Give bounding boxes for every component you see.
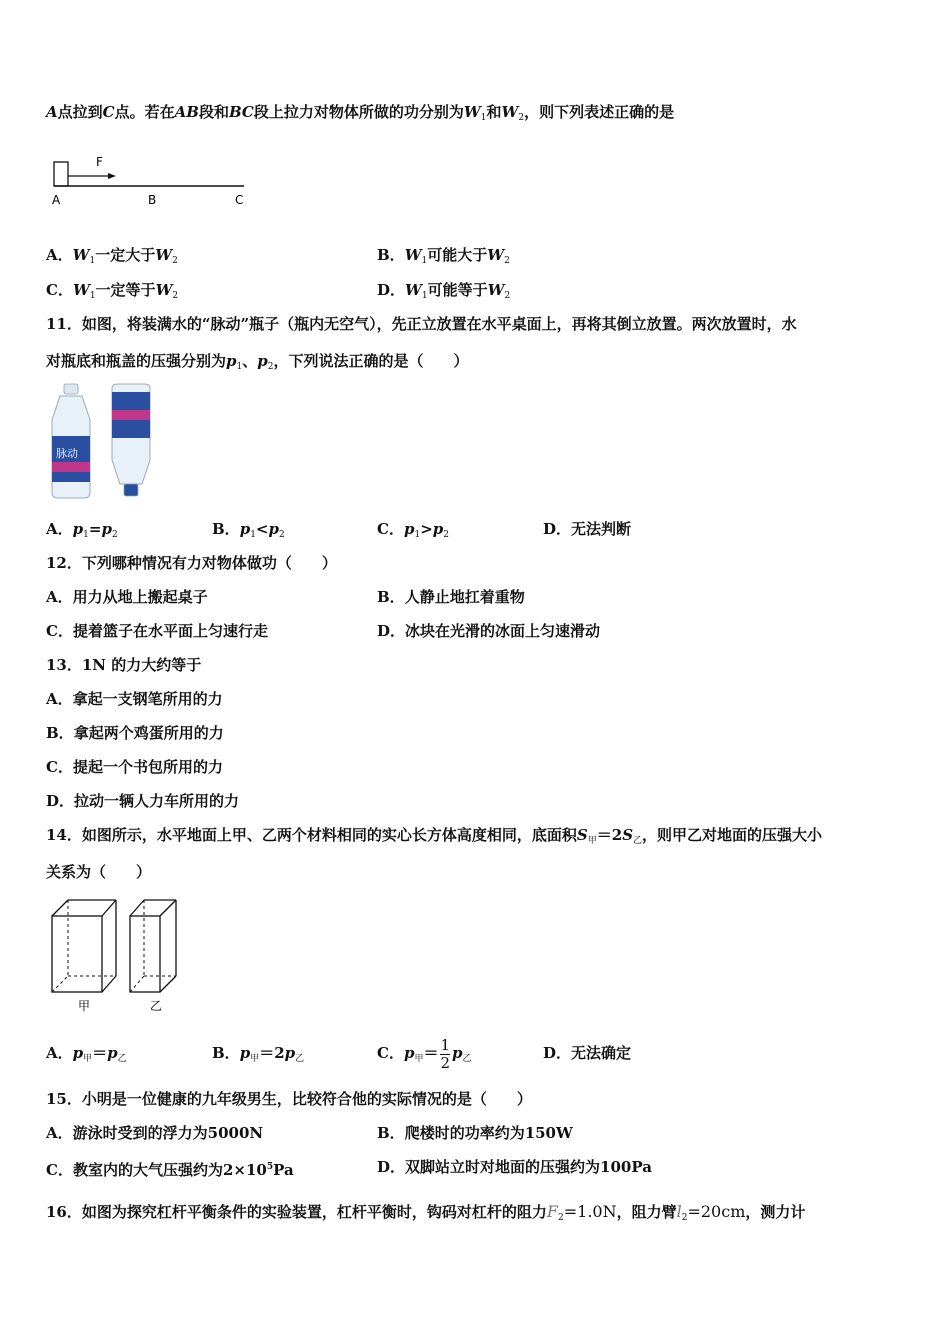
relation: <	[255, 520, 269, 538]
option-label: B．	[212, 1044, 240, 1062]
q14-option-b[interactable]	[212, 1043, 304, 1069]
label-jia: 甲	[78, 999, 91, 1013]
q14-option-a[interactable]	[46, 1043, 127, 1069]
p-sub: 2	[279, 530, 285, 540]
q14-eq: ＝2	[596, 826, 623, 844]
w1-sub: 1	[480, 113, 487, 123]
option-label: A．	[46, 588, 73, 606]
option-label: D．	[377, 281, 406, 299]
w-sub: 1	[421, 256, 428, 266]
option-label: C．	[377, 520, 404, 538]
q13-option-a[interactable]	[46, 689, 223, 709]
cuboid-yi	[130, 900, 176, 992]
q16-stem	[46, 1202, 805, 1228]
q14-stem-line-1	[46, 825, 822, 851]
numerator: 1	[440, 1035, 451, 1054]
option-label: A．	[46, 246, 73, 264]
option-label: D．	[543, 520, 572, 538]
f-sub: 2	[558, 1213, 564, 1223]
p-symbol: p	[403, 520, 415, 538]
option-label: D．	[46, 792, 75, 810]
q14-option-d[interactable]	[543, 1043, 631, 1063]
option-text: 人静止地扛着重物	[404, 588, 525, 606]
exponent: 5	[266, 1162, 274, 1172]
point-a: A	[46, 103, 58, 121]
label-yi: 乙	[150, 999, 163, 1013]
p-symbol: p	[239, 520, 251, 538]
p-sub: 2	[443, 530, 449, 540]
q12-option-c[interactable]	[46, 621, 268, 641]
option-text: 拉动一辆人力车所用的力	[74, 792, 240, 810]
option-label: B．	[377, 1124, 405, 1142]
relation: =	[88, 520, 102, 538]
q11-text-2: 、	[242, 352, 258, 370]
q12-option-d[interactable]	[377, 621, 600, 641]
relation: ＝2	[259, 1044, 285, 1062]
option-label: C．	[46, 622, 73, 640]
q14-text-1: 14．如图所示，水平地面上甲、乙两个材料相同的实心长方体高度相同，底面积	[46, 826, 577, 844]
upright-bottle	[52, 384, 90, 498]
q14-cuboids-figure	[46, 896, 186, 1016]
option-label: C．	[377, 1044, 404, 1062]
q16-text-1: 16．如图为探究杠杆平衡条件的实验装置，杠杆平衡时，钩码对杠杆的阻力	[46, 1203, 547, 1221]
w-symbol: W	[155, 281, 173, 299]
segment-bc: BC	[228, 103, 254, 121]
option-text: 可能大于	[427, 246, 488, 264]
p1-sub: 1	[236, 362, 243, 372]
cuboid-jia	[52, 900, 116, 992]
option-label: B．	[212, 520, 240, 538]
p-symbol: p	[107, 1044, 118, 1062]
q11-text-3: ，下列说法正确的是（ ）	[273, 352, 469, 370]
q11-bottles-figure	[46, 380, 158, 504]
option-text: 教室内的大气压强约为2×10	[72, 1161, 267, 1179]
w2-sub: 2	[518, 113, 525, 123]
q10-figure	[46, 152, 256, 210]
p2-symbol: p	[257, 352, 268, 370]
q11-option-b[interactable]	[212, 519, 285, 545]
s-sub-jia: 甲	[587, 836, 597, 846]
q10-option-d[interactable]	[377, 280, 510, 306]
label-a: A	[52, 193, 61, 207]
q10-stem	[46, 102, 674, 128]
w-sub: 1	[89, 291, 96, 301]
block	[54, 162, 68, 186]
q15-option-c[interactable]	[46, 1157, 294, 1180]
q13-option-c[interactable]	[46, 757, 223, 777]
p1-symbol: p	[226, 352, 237, 370]
s-sub-yi: 乙	[633, 836, 643, 846]
f2-expression	[547, 1202, 617, 1221]
p-symbol: p	[432, 520, 444, 538]
fraction-one-half	[440, 1037, 450, 1072]
q15-option-a[interactable]	[46, 1123, 263, 1143]
p-sub: 1	[250, 530, 256, 540]
option-label: B．	[46, 724, 74, 742]
option-text: 双脚站立时对地面的压强约为100Pa	[405, 1158, 652, 1176]
q15-option-d[interactable]	[377, 1157, 652, 1177]
s-symbol: S	[622, 826, 634, 844]
p-sub: 2	[111, 530, 118, 540]
relation: ＝	[92, 1044, 108, 1062]
w-symbol: W	[72, 246, 90, 264]
option-label: C．	[46, 281, 73, 299]
option-text: 拿起两个鸡蛋所用的力	[73, 724, 224, 742]
option-label: C．	[46, 1161, 73, 1179]
p-sub: 1	[83, 530, 89, 540]
p-symbol: p	[72, 520, 84, 538]
q10-text-2: 点。若在	[114, 103, 175, 121]
option-label: D．	[543, 1044, 572, 1062]
l-symbol: l	[676, 1202, 682, 1221]
w-sub: 2	[504, 291, 511, 301]
q10-option-c[interactable]	[46, 280, 178, 306]
option-text: 可能等于	[427, 281, 488, 299]
w1-symbol: W	[463, 103, 481, 121]
p-sub-jia: 甲	[414, 1054, 424, 1064]
option-label: B．	[377, 246, 405, 264]
force-arrowhead	[108, 173, 116, 179]
p-sub-yi: 乙	[117, 1054, 127, 1064]
q10-text-1: 点拉到	[57, 103, 103, 121]
p-symbol: p	[284, 1044, 296, 1062]
q10-option-a[interactable]	[46, 245, 178, 271]
w-symbol: W	[72, 281, 90, 299]
p2-sub: 2	[267, 362, 274, 372]
w-symbol: W	[404, 246, 422, 264]
option-label: A．	[46, 520, 73, 538]
option-text: 用力从地上搬起桌子	[72, 588, 208, 606]
bottle-label-text: 脉动	[56, 447, 78, 460]
w-sub: 2	[172, 291, 179, 301]
q12-stem: 12．下列哪种情况有力对物体做功（ ）	[46, 554, 337, 572]
w-symbol: W	[487, 281, 505, 299]
relation: ＝	[423, 1044, 439, 1062]
option-text: 拿起一支钢笔所用的力	[72, 690, 223, 708]
option-text: 无法确定	[571, 1044, 632, 1062]
q10-text-3: 段和	[198, 103, 229, 121]
p-sub-yi: 乙	[295, 1054, 305, 1064]
q15-option-b[interactable]	[377, 1123, 573, 1143]
w-symbol: W	[155, 246, 173, 264]
option-label: C．	[46, 758, 73, 776]
option-label: D．	[377, 1158, 406, 1176]
q10-option-b[interactable]	[377, 245, 510, 271]
q14-stem-line-2: 关系为（ ）	[46, 863, 152, 881]
p-symbol: p	[403, 1044, 415, 1062]
q14-text-2: ，则甲乙对地面的压强大小	[642, 826, 823, 844]
q11-option-c[interactable]	[377, 519, 449, 545]
p-symbol: p	[452, 1044, 463, 1062]
q10-text-5: 和	[486, 103, 502, 121]
w-sub: 2	[504, 256, 510, 266]
q11-text-1: 对瓶底和瓶盖的压强分别为	[46, 352, 227, 370]
option-label: A．	[46, 690, 73, 708]
l2-expression	[677, 1202, 746, 1221]
relation: >	[420, 520, 433, 538]
p-sub-yi: 乙	[462, 1054, 472, 1064]
q11-option-d[interactable]	[543, 519, 631, 539]
option-text: 提着篮子在水平面上匀速行走	[72, 622, 268, 640]
p-symbol: p	[268, 520, 279, 538]
option-text: 游泳时受到的浮力为5000N	[72, 1124, 264, 1142]
q13-option-d[interactable]	[46, 791, 239, 811]
q12-option-a[interactable]	[46, 587, 208, 607]
label-b: B	[148, 193, 157, 207]
w-sub: 1	[89, 256, 96, 266]
denominator: 2	[440, 1053, 451, 1072]
p-symbol: p	[239, 1044, 251, 1062]
option-label: A．	[46, 1044, 73, 1062]
q14-option-c[interactable]	[377, 1030, 472, 1082]
p-sub: 1	[414, 530, 421, 540]
option-label: B．	[377, 588, 405, 606]
s-symbol: S	[576, 826, 588, 844]
w2-symbol: W	[501, 103, 519, 121]
inverted-bottle	[112, 384, 150, 496]
w-sub: 2	[172, 256, 178, 266]
w-symbol: W	[487, 246, 505, 264]
q11-option-a[interactable]	[46, 519, 118, 545]
label-c: C	[235, 193, 244, 207]
q10-text-4: 段上拉力对物体所做的功分别为	[253, 103, 464, 121]
q16-text-2: ，阻力臂	[616, 1203, 677, 1221]
f-value: =1.0N	[563, 1202, 617, 1221]
q16-text-3: ，测力计	[745, 1203, 806, 1221]
option-unit: Pa	[273, 1161, 294, 1179]
option-text: 提起一个书包所用的力	[72, 758, 223, 776]
point-c: C	[102, 103, 115, 121]
w-symbol: W	[405, 281, 422, 299]
option-text: 无法判断	[571, 520, 632, 538]
p-symbol: p	[101, 520, 112, 538]
option-label: A．	[46, 1124, 73, 1142]
q12-option-b[interactable]	[377, 587, 525, 607]
q11-stem-line-2	[46, 351, 469, 377]
option-text: 爬楼时的功率约为150W	[404, 1124, 573, 1142]
w-sub: 1	[421, 291, 428, 301]
option-text: 一定大于	[95, 246, 156, 264]
p-symbol: p	[72, 1044, 84, 1062]
label-f: F	[96, 155, 103, 169]
q11-stem-line-1: 11．如图，将装满水的“脉动”瓶子（瓶内无空气），先正立放置在水平桌面上，再将其倒立放置。两次放置时，水	[46, 315, 797, 333]
p-sub-jia: 甲	[83, 1054, 93, 1064]
q15-stem: 15．小明是一位健康的九年级男生，比较符合他的实际情况的是（ ）	[46, 1090, 532, 1108]
q10-text-6: ，则下列表述正确的是	[524, 103, 675, 121]
l-sub: 2	[681, 1213, 688, 1223]
l-value: =20cm	[687, 1202, 746, 1221]
option-text: 一定等于	[95, 281, 156, 299]
option-text: 冰块在光滑的冰面上匀速滑动	[405, 622, 601, 640]
segment-ab: AB	[174, 103, 199, 121]
q13-stem: 13．1N 的力大约等于	[46, 656, 202, 674]
p-sub-jia: 甲	[250, 1054, 260, 1064]
f-symbol: F	[546, 1202, 558, 1221]
q13-option-b[interactable]	[46, 723, 224, 743]
option-label: D．	[377, 622, 406, 640]
